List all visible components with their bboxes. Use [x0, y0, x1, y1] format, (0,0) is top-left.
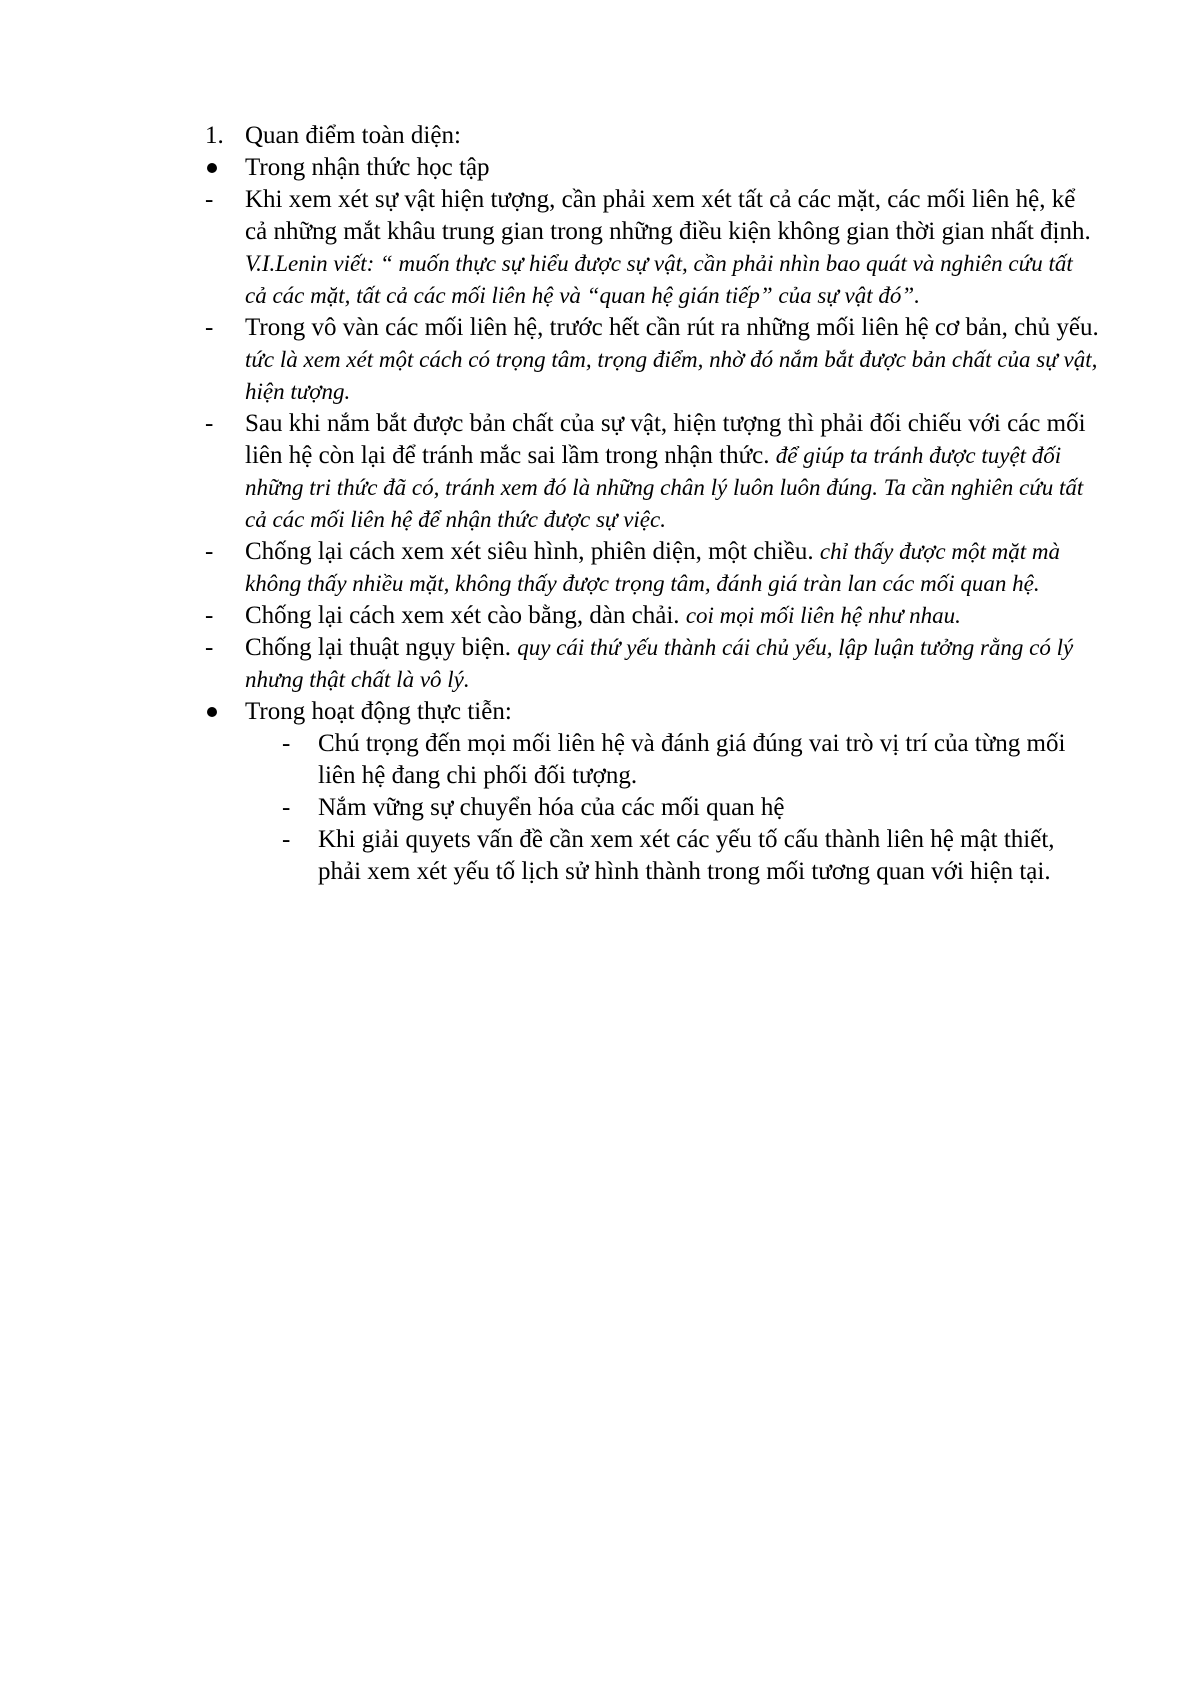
item-italic-text: V.I.Lenin viết: “ muốn thực sự hiểu được sự vật, cần phải nhìn bao quát và nghiên cứu tất cả các mặt, tất cả các mối liên hệ và “quan hệ gián tiếp” của sự vật đó”. — [245, 251, 1073, 308]
item-text: Chống lại cách xem xét cào bằng, dàn chải. — [245, 602, 680, 629]
section-title: Trong nhận thức học tập — [245, 154, 490, 181]
section-title: Trong hoạt động thực tiễn: — [245, 698, 512, 725]
dash-item — [0, 632, 1100, 696]
bullet-icon — [207, 163, 217, 173]
dash-marker: - — [205, 634, 214, 661]
item-text: Nắm vững sự chuyển hóa của các mối quan hệ — [318, 794, 785, 821]
dash-marker: - — [205, 314, 214, 341]
item-text: Chống lại thuật ngụy biện. — [245, 634, 511, 661]
bullet-icon — [207, 707, 217, 717]
section-bullet-item — [0, 152, 1100, 184]
dash-item — [0, 408, 1100, 536]
dash-item — [0, 536, 1100, 600]
sub-dash-item — [0, 792, 1098, 824]
dash-item — [0, 184, 1100, 312]
dash-marker: - — [205, 186, 214, 213]
item-text: Khi xem xét sự vật hiện tượng, cần phải xem xét tất cả các mặt, các mối liên hệ, kể cả những mắt khâu trung gian trong những điều kiện không gian thời gian nhất định. — [245, 186, 1091, 245]
item-text: Chú trọng đến mọi mối liên hệ và đánh giá đúng vai trò vị trí của từng mối liên hệ đang chi phối đối tượng. — [318, 730, 1066, 789]
dash-marker: - — [205, 538, 214, 565]
dash-item — [0, 312, 1100, 408]
dash-marker: - — [282, 826, 291, 853]
item-italic-text: quy cái thứ yếu thành cái chủ yếu, lập luận tưởng rằng có lý nhưng thật chất là vô lý. — [245, 635, 1074, 692]
item-italic-text: để giúp ta tránh được tuyệt đối những tri thức đã có, tránh xem đó là những chân lý luôn luôn đúng. Ta cần nghiên cứu tất cả các mối liên hệ để nhận thức được sự việc. — [245, 443, 1084, 532]
item-italic-text: coi mọi mối liên hệ như nhau. — [685, 603, 961, 628]
sub-dash-item — [0, 824, 1098, 888]
dash-marker: - — [282, 730, 291, 757]
list-number: 1. — [205, 122, 224, 149]
sub-dash-item — [0, 728, 1098, 792]
dash-marker: - — [205, 602, 214, 629]
item-text: Khi giải quyets vấn đề cần xem xét các yếu tố cấu thành liên hệ mật thiết, phải xem xét yếu tố lịch sử hình thành trong mối tương quan với hiện tại. — [318, 826, 1055, 885]
dash-marker: - — [282, 794, 291, 821]
item-text: Sau khi nắm bắt được bản chất của sự vật, hiện tượng thì phải đối chiếu với các mối liên hệ còn lại để tránh mắc sai lầm trong nhận thức. — [245, 410, 1086, 469]
dash-marker: - — [205, 410, 214, 437]
dash-item — [0, 600, 1100, 632]
item-text: Chống lại cách xem xét siêu hình, phiên diện, một chiều. — [245, 538, 814, 565]
section-bullet-item — [0, 696, 1100, 728]
item-italic-text: tức là xem xét một cách có trọng tâm, trọng điểm, nhờ đó nắm bắt được bản chất của sự vật, hiện tượng. — [245, 347, 1098, 404]
document-body — [0, 120, 1200, 888]
heading-item — [0, 120, 1100, 152]
item-text: Trong vô vàn các mối liên hệ, trước hết cần rút ra những mối liên hệ cơ bản, chủ yếu. — [245, 314, 1099, 341]
item-italic-text: chỉ thấy được một mặt mà không thấy nhiều mặt, không thấy được trọng tâm, đánh giá tràn lan các mối quan hệ. — [245, 539, 1060, 596]
heading-text: Quan điểm toàn diện: — [245, 122, 461, 149]
